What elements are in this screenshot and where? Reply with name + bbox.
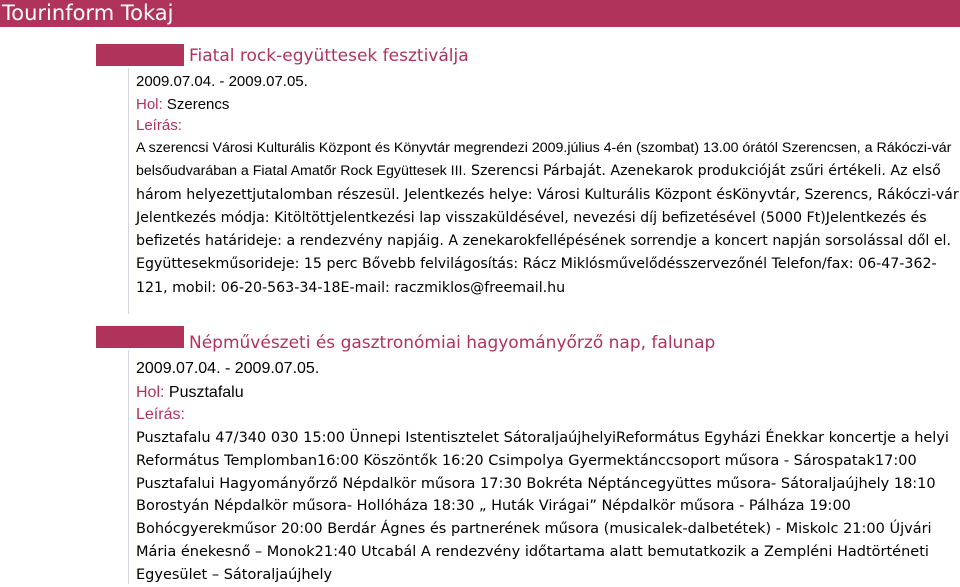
event-card: [0, 44, 960, 314]
event-place-label: Hol:: [136, 384, 165, 401]
event-title[interactable]: Fiatal rock-együttesek fesztiválja: [189, 46, 469, 66]
event-marker: [96, 326, 184, 348]
event-description: Pusztafalu 47/340 030 15:00 Ünnepi Istentisztelet SátoraljaújhelyiReformátus Egyházi Énekkar koncertje a helyi Református Templomban16:00 Köszöntők 16:20 Csimpolya Gyermektánccsoport műsora - Sárospatak17:00 Pusztafalui Hagyományőrző Népdalkör műsora 17:30 Bokréta Néptáncegyüttes műsora- Sátoraljaújhely 18:10 Borostyán Népdalkör műsora- Hollóháza 18:30 „ Huták Virágai” Népdalkör műsora - Pálháza 19:00 Bohócgyerekműsor 20:00 Berdár Ágnes és partnerének műsora (musicalek-dalbetétek) - Miskolc 21:00 Újvári Mária énekesnő – Monok21:40 Utcabál A rendezvény időtartama alatt bemutatkozik a Zempléni Hadtörténeti Egyesület – Sátoraljaújhely: [136, 430, 949, 583]
event-title[interactable]: Népművészeti és gasztronómiai hagyományőrző nap, falunap: [189, 333, 716, 353]
event-description-body: Szerencsi Párbaját. Azenekarok produkcióját zsűri értékeli. Az első három helyezettjutalomban részesül. Jelentkezés helye: Városi Kulturális Központ ésKönyvtár, Szerencs, Rákóczi-vár Jelentkezés módja: Kitöltöttjelentkezési lap visszaküldésével, nevezési díj befizetésével (5000 Ft)Jelentkezés és befizetés határideje: a rendezvény napjáig. A zenekarokfellépésének sorrendje a koncert napján sorsolással dől el. Együttesekműsorideje: 15 perc Bővebb felvilágosítás: Rácz Miklósművelődésszervezőnél Telefon/fax: 06-47-362-121, mobil: 06-20-563-34-18E-mail: raczmiklos@freemail.hu: [136, 163, 959, 296]
event-place-label: Hol:: [136, 96, 163, 113]
event-description-label: Leírás:: [136, 117, 182, 134]
event-place-value: Pusztafalu: [168, 384, 244, 401]
event-place-value: Szerencs: [166, 96, 230, 113]
event-description-label: Leírás:: [136, 406, 185, 423]
event-place: [136, 94, 229, 116]
event-date: 2009.07.04. - 2009.07.05.: [136, 360, 320, 377]
event-marker: [96, 44, 184, 66]
event-description: [136, 137, 960, 300]
event-card: [0, 326, 960, 584]
site-title: Tourinform Tokaj: [0, 0, 960, 27]
event-date: 2009.07.04. - 2009.07.05.: [136, 73, 308, 90]
event-divider: [128, 68, 129, 314]
event-divider: [128, 350, 129, 584]
event-place: [136, 382, 244, 404]
event-description-intro: A szerencsi Városi Kulturális Központ és Könyvtár megrendezi 2009.július 4-én (szombat) 13.00 órától Szerencsen, a Rákóczi-vár belsőudvarában a Fiatal Amatőr Rock Együttesek III.: [136, 140, 952, 180]
